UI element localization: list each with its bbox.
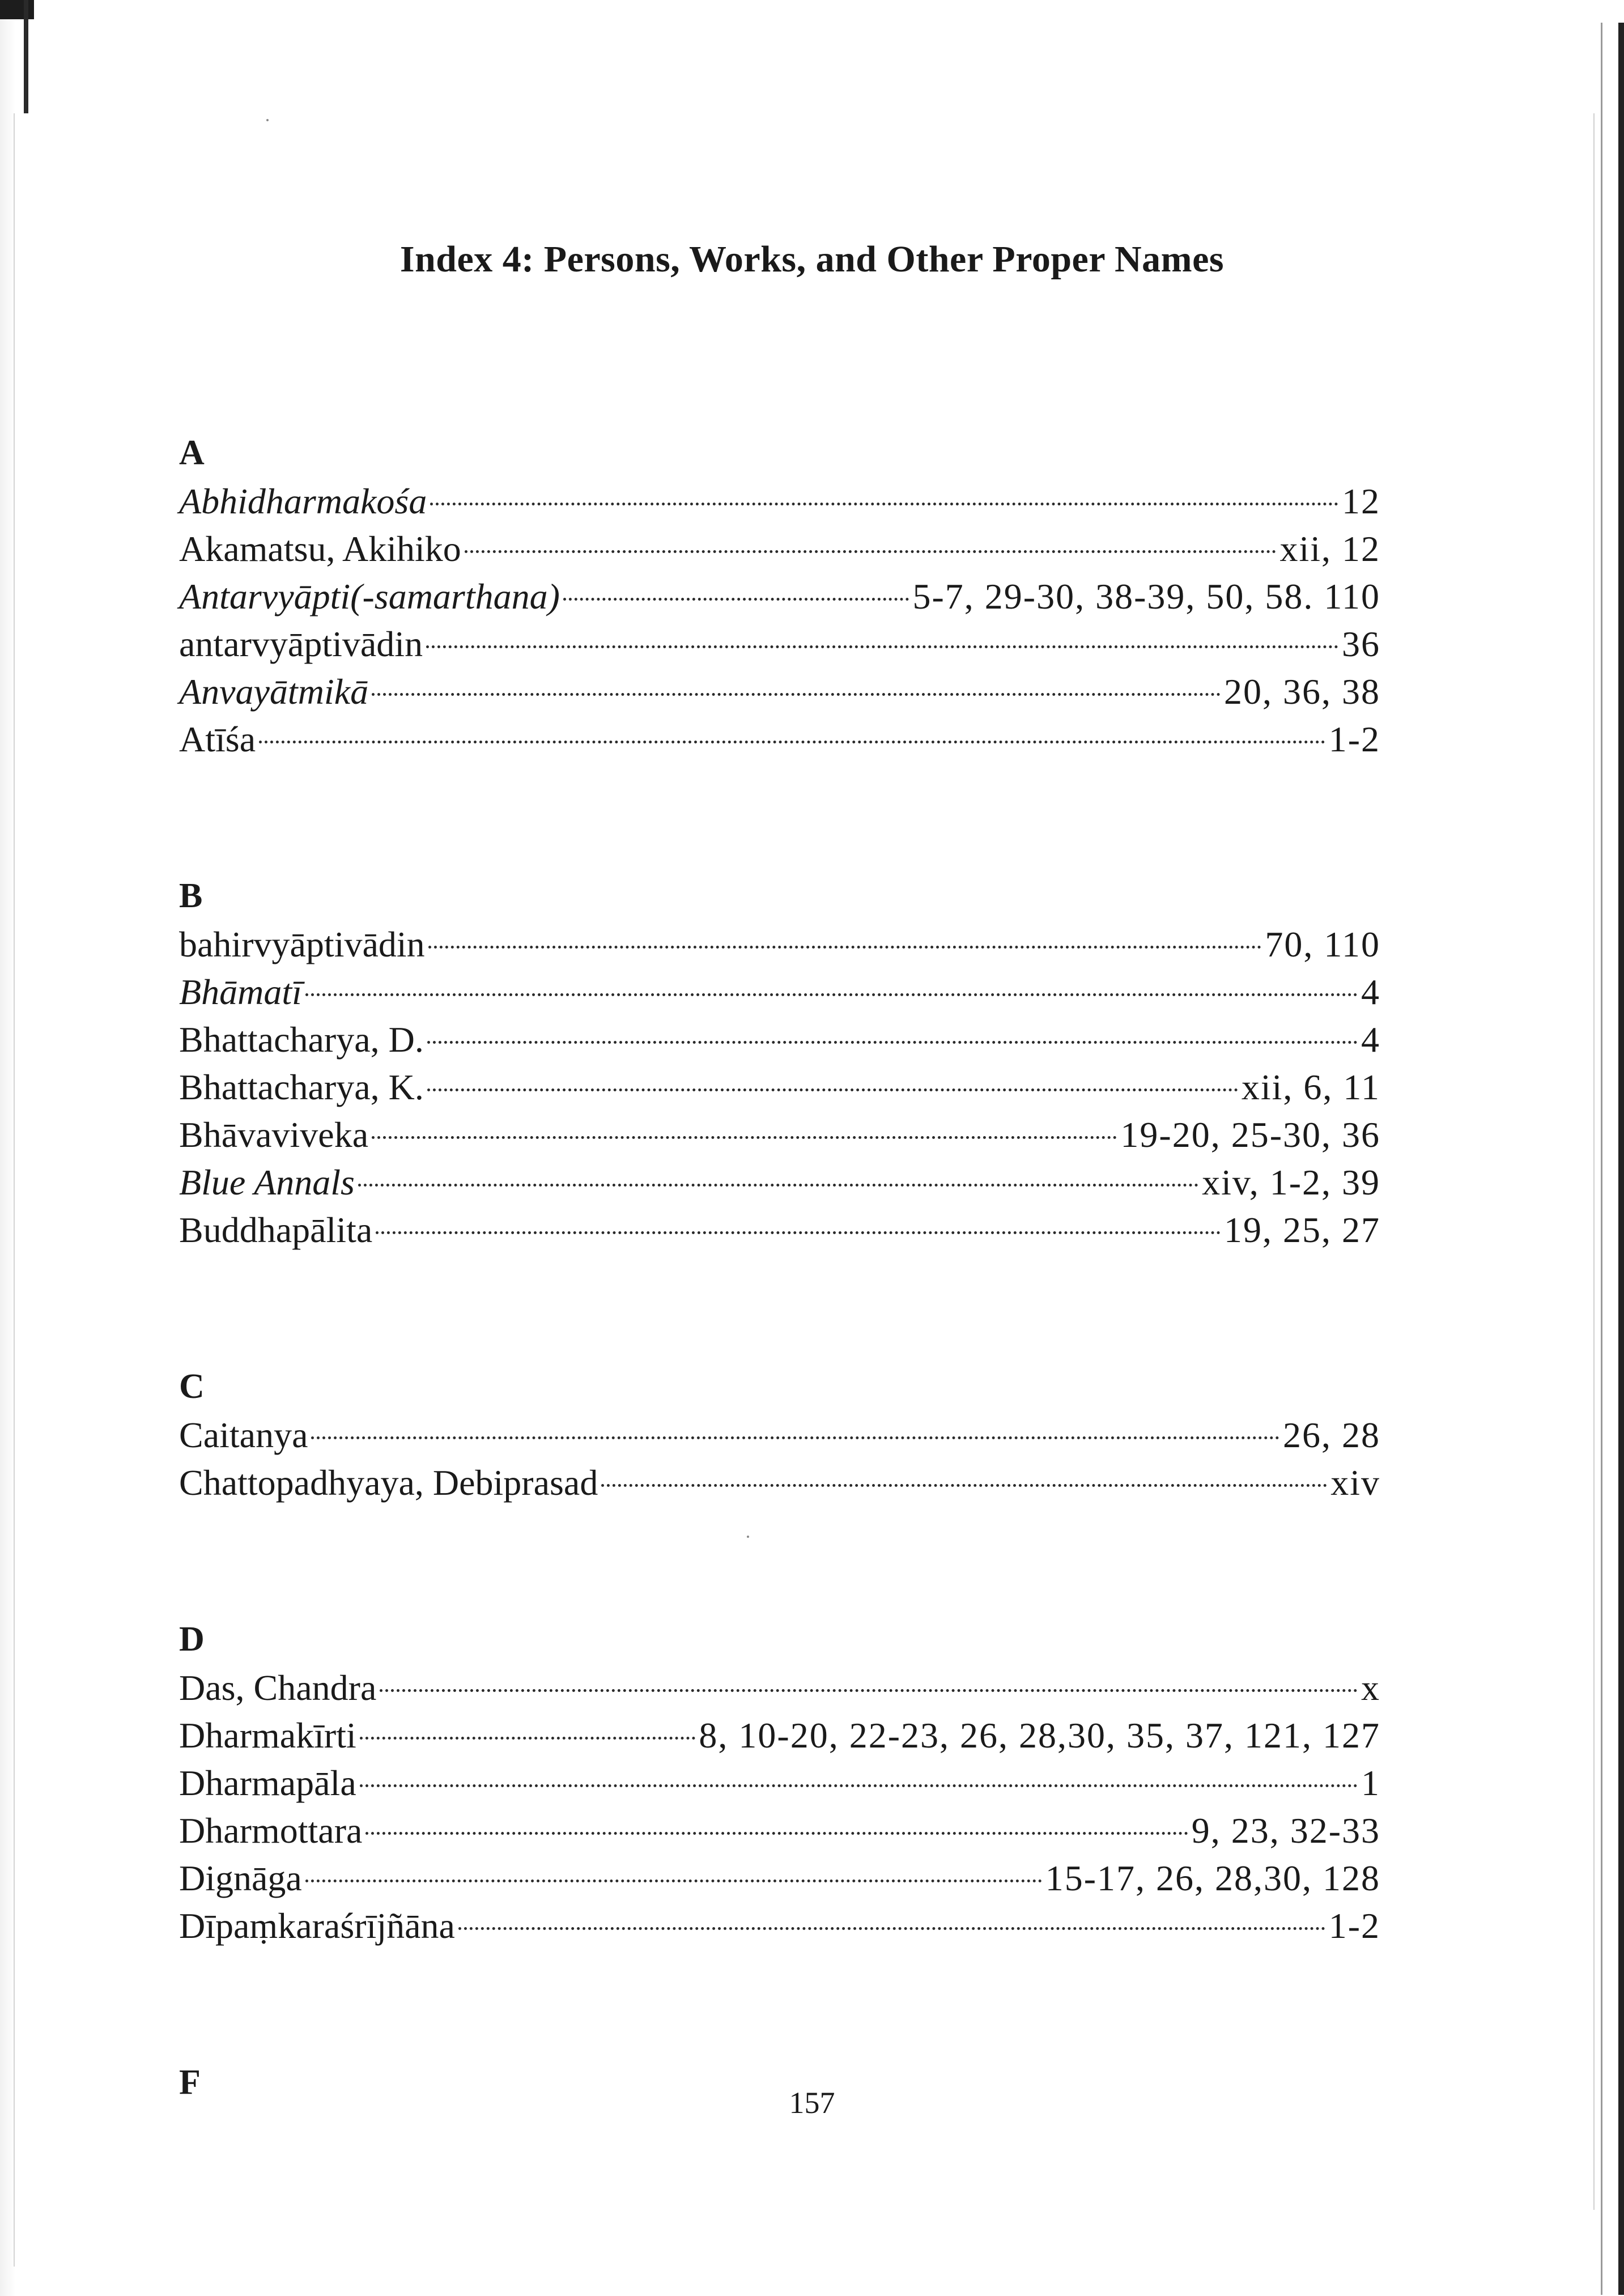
entry-pages: 26, 28 (1283, 1415, 1380, 1455)
section-letter: A (179, 433, 205, 472)
entry-term: Dīpaṃkaraśrījñāna (179, 1906, 455, 1946)
dot-leader (380, 1689, 1358, 1692)
dot-leader (372, 1136, 1117, 1139)
index-entry (179, 1759, 1380, 1807)
index-entry (179, 1411, 1380, 1459)
index-entry (179, 478, 1380, 525)
index-entry (179, 1902, 1380, 1950)
entry-pages: 4 (1361, 972, 1380, 1012)
entry-pages: xiv, 1-2, 39 (1202, 1162, 1380, 1202)
index-section-b (179, 871, 1380, 1254)
dot-leader (376, 1231, 1221, 1234)
entry-term: Atīśa (179, 719, 256, 759)
dot-leader (426, 645, 1338, 648)
index-entry (179, 1159, 1380, 1206)
index-entry (179, 1459, 1380, 1507)
scan-mark-top (0, 0, 34, 19)
index-entry (179, 668, 1380, 716)
dot-leader (365, 1832, 1188, 1835)
index-entry (179, 1064, 1380, 1111)
index-entry (179, 573, 1380, 620)
entry-term: antarvyāptivādin (179, 624, 423, 664)
entry-pages: 5-7, 29-30, 38-39, 50, 58. 110 (912, 576, 1380, 616)
entry-term: Abhidharmakośa (179, 481, 427, 521)
entry-term: Dharmakīrti (179, 1715, 356, 1755)
dot-leader (601, 1484, 1327, 1487)
entry-pages: 15-17, 26, 28,30, 128 (1045, 1858, 1380, 1898)
index-entry (179, 620, 1380, 668)
entry-term: Das, Chandra (179, 1668, 377, 1708)
section-gap (179, 1950, 1380, 2057)
page-title: Index 4: Persons, Works, and Other Proper Names (399, 239, 1225, 280)
section-letter: B (179, 877, 203, 915)
dot-leader (428, 946, 1262, 949)
entry-term: Bhattacharya, D. (179, 1019, 424, 1060)
entry-term: Anvayātmikā (179, 671, 369, 712)
section-gap (179, 1507, 1380, 1614)
entry-term: bahirvyāptivādin (179, 924, 425, 964)
entry-pages: x (1361, 1668, 1380, 1708)
dot-leader (360, 1737, 696, 1740)
entry-pages: 70, 110 (1265, 924, 1380, 964)
entry-term: Buddhapālita (179, 1210, 373, 1250)
index-entry (179, 1111, 1380, 1159)
entry-pages: 8, 10-20, 22-23, 26, 28,30, 35, 37, 121, 127 (699, 1715, 1380, 1755)
entry-term: Antarvyāpti(-samarthana) (179, 576, 560, 616)
scan-edge-right (1618, 23, 1624, 2295)
dot-leader (427, 1041, 1358, 1044)
entry-pages: 1 (1361, 1763, 1380, 1803)
index-section-d (179, 1614, 1380, 1950)
index-entry (179, 968, 1380, 1016)
section-letter: D (179, 1620, 205, 1659)
entry-pages: 1-2 (1328, 1906, 1380, 1946)
entry-term: Blue Annals (179, 1162, 355, 1202)
entry-pages: 36 (1342, 624, 1380, 664)
index-section-c (179, 1362, 1380, 1507)
entry-pages: 19, 25, 27 (1224, 1210, 1380, 1250)
dot-leader (360, 1784, 1358, 1787)
scan-line-right-inner (1593, 113, 1595, 2210)
entry-term: Dignāga (179, 1858, 302, 1898)
dot-leader (259, 741, 1325, 743)
scan-mark-stem (24, 0, 28, 113)
section-gap (179, 763, 1380, 871)
dot-leader (358, 1184, 1198, 1187)
dot-leader (465, 550, 1277, 553)
scan-line-left (14, 113, 15, 2267)
section-letter: F (179, 2063, 201, 2102)
index-entry (179, 1807, 1380, 1855)
scan-line-right (1601, 23, 1602, 2295)
entry-term: Bhāmatī (179, 972, 302, 1012)
index-entry (179, 921, 1380, 968)
dot-leader (430, 503, 1338, 505)
dot-leader (563, 598, 909, 601)
page-number: 157 (789, 2086, 835, 2120)
section-letter: C (179, 1367, 205, 1406)
index-entry (179, 1664, 1380, 1712)
entry-pages: 9, 23, 32-33 (1191, 1810, 1380, 1851)
index-entry (179, 1206, 1380, 1254)
index-entry (179, 1016, 1380, 1064)
entry-pages: 19-20, 25-30, 36 (1120, 1115, 1380, 1155)
entry-pages: 4 (1361, 1019, 1380, 1060)
index-section-a (179, 428, 1380, 763)
dot-leader (311, 1436, 1279, 1439)
entry-pages: xii, 12 (1279, 529, 1380, 569)
entry-pages: 12 (1342, 481, 1380, 521)
index-entry (179, 716, 1380, 763)
entry-pages: 1-2 (1328, 719, 1380, 759)
entry-term: Bhattacharya, K. (179, 1067, 424, 1107)
dot-leader (305, 1880, 1042, 1882)
dot-leader (427, 1089, 1238, 1091)
scan-speck (266, 119, 269, 121)
entry-term: Akamatsu, Akihiko (179, 529, 461, 569)
entry-pages: xiv (1330, 1462, 1380, 1503)
entry-term: Bhāvaviveka (179, 1115, 369, 1155)
index-entry (179, 525, 1380, 573)
index-entry (179, 1855, 1380, 1902)
index-entry (179, 1712, 1380, 1759)
entry-pages: 20, 36, 38 (1224, 671, 1380, 712)
entry-term: Dharmapāla (179, 1763, 356, 1803)
entry-term: Caitanya (179, 1415, 308, 1455)
dot-leader (305, 993, 1358, 996)
dot-leader (458, 1927, 1325, 1930)
entry-term: Chattopadhyaya, Debiprasad (179, 1462, 598, 1503)
dot-leader (372, 693, 1221, 696)
entry-pages: xii, 6, 11 (1241, 1067, 1380, 1107)
index-body (179, 428, 1380, 2107)
entry-term: Dharmottara (179, 1810, 363, 1851)
section-gap (179, 1254, 1380, 1362)
